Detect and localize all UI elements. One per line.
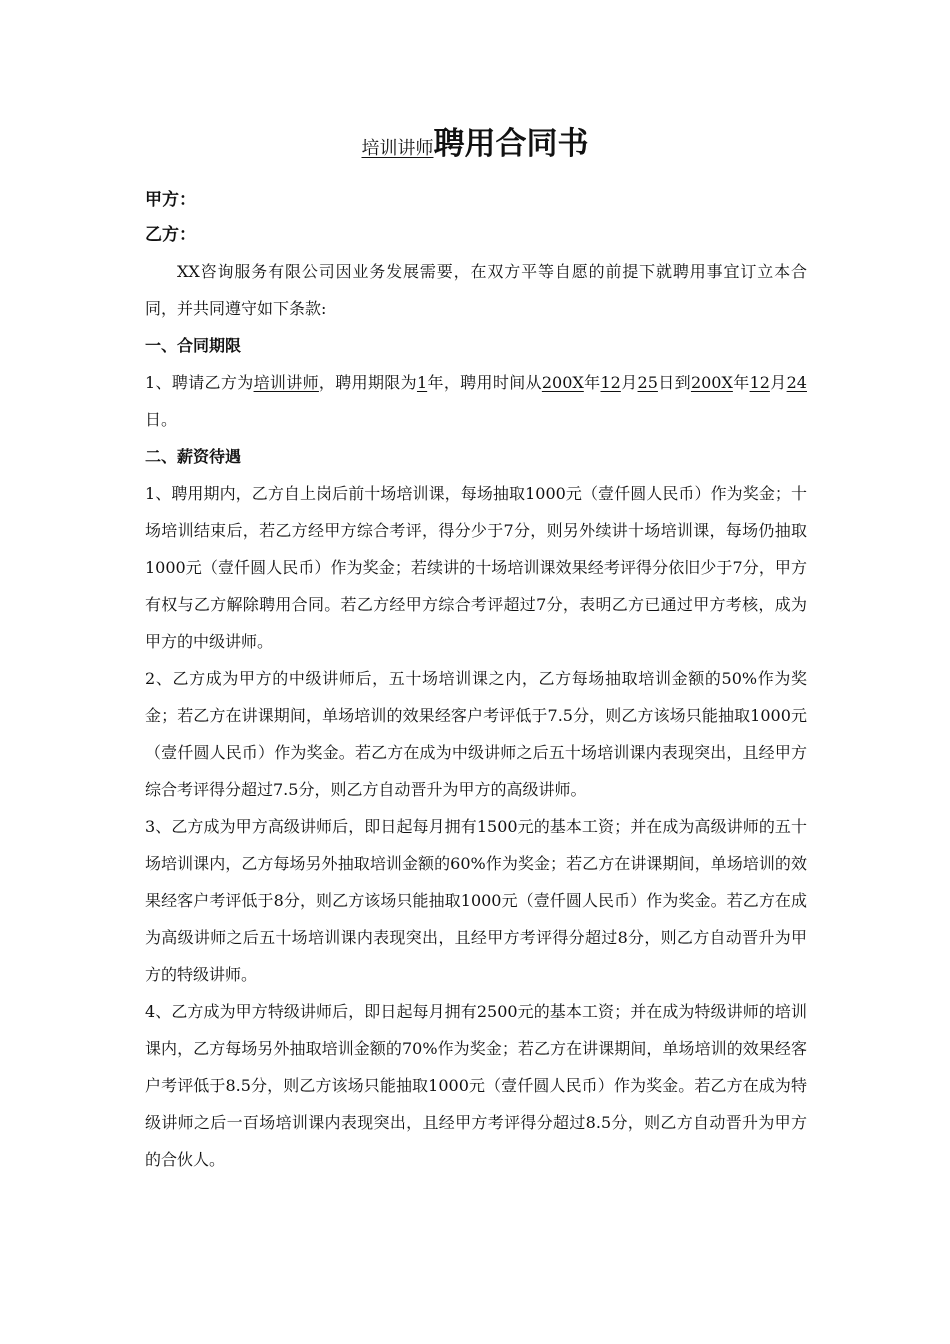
term-years-value: 1	[416, 373, 428, 392]
contract-body	[145, 253, 807, 1178]
start-day-value: 25	[637, 373, 658, 392]
section-2-heading: 二、薪资待遇	[145, 447, 242, 466]
title-position-label: 培训讲师	[361, 138, 434, 159]
clause-text: 年，聘用时间从	[427, 373, 542, 392]
party-b-label: 乙方：	[145, 225, 196, 245]
clause-text: 日。	[145, 410, 178, 429]
clause-text: 年	[732, 373, 750, 392]
intro-paragraph: XX咨询服务有限公司因业务发展需要，在双方平等自愿的前提下就聘用事宜订立本合同，并共同遵守如下条款:	[145, 262, 807, 318]
salary-clause-4: 4、乙方成为甲方特级讲师后，即日起每月拥有2500元的基本工资；并在成为特级讲师的培训课内，乙方每场另外抽取培训金额的70%作为奖金；若乙方在讲课期间，单场培训的效果经客户考评低于8.5分，则乙方该场只能抽取1000元（壹仟圆人民币）作为奖金。若乙方在成为特级讲师之后一百场培训课内表现突出，且经甲方考评得分超过8.5分，则乙方自动晋升为甲方的合伙人。	[145, 1002, 807, 1169]
clause-text: 日到	[657, 373, 691, 392]
end-day-value: 24	[786, 373, 807, 392]
section-1-heading: 一、合同期限	[145, 336, 242, 355]
salary-clause-2: 2、乙方成为甲方的中级讲师后，五十场培训课之内，乙方每场抽取培训金额的50%作为奖金；若乙方在讲课期间，单场培训的效果经客户考评低于7.5分，则乙方该场只能抽取1000元（壹仟圆人民币）作为奖金。若乙方在成为中级讲师之后五十场培训课内表现突出，且经甲方综合考评得分超过7.5分，则乙方自动晋升为甲方的高级讲师。	[145, 669, 807, 799]
clause-text: 年	[583, 373, 601, 392]
clause-text: 1、聘请乙方为	[145, 373, 254, 392]
start-year-value: 200X	[541, 373, 584, 392]
salary-clause-1: 1、聘用期内，乙方自上岗后前十场培训课，每场抽取1000元（壹仟圆人民币）作为奖金；十场培训结束后，若乙方经甲方综合考评，得分少于7分，则另外续讲十场培训课，每场仍抽取1000元（壹仟圆人民币）作为奖金；若续讲的十场培训课效果经考评得分依旧少于7分，甲方有权与乙方解除聘用合同。若乙方经甲方综合考评超过7分，表明乙方已通过甲方考核，成为甲方的中级讲师。	[145, 484, 807, 651]
end-year-value: 200X	[690, 373, 733, 392]
end-month-value: 12	[749, 373, 770, 392]
position-value: 培训讲师	[253, 373, 319, 392]
clause-text: 月	[769, 373, 787, 392]
document-title	[0, 118, 950, 175]
clause-text: 月	[620, 373, 638, 392]
party-a-label: 甲方：	[145, 190, 196, 210]
clause-text: ，聘用期限为	[318, 373, 417, 392]
section-1-clause	[145, 364, 807, 438]
title-main: 聘用合同书	[433, 126, 589, 162]
start-month-value: 12	[600, 373, 621, 392]
salary-clause-3: 3、乙方成为甲方高级讲师后，即日起每月拥有1500元的基本工资；并在成为高级讲师的五十场培训课内，乙方每场另外抽取培训金额的60%作为奖金；若乙方在讲课期间，单场培训的效果经客户考评低于8分，则乙方该场只能抽取1000元（壹仟圆人民币）作为奖金。若乙方在成为高级讲师之后五十场培训课内表现突出，且经甲方考评得分超过8分，则乙方自动晋升为甲方的特级讲师。	[145, 817, 807, 984]
